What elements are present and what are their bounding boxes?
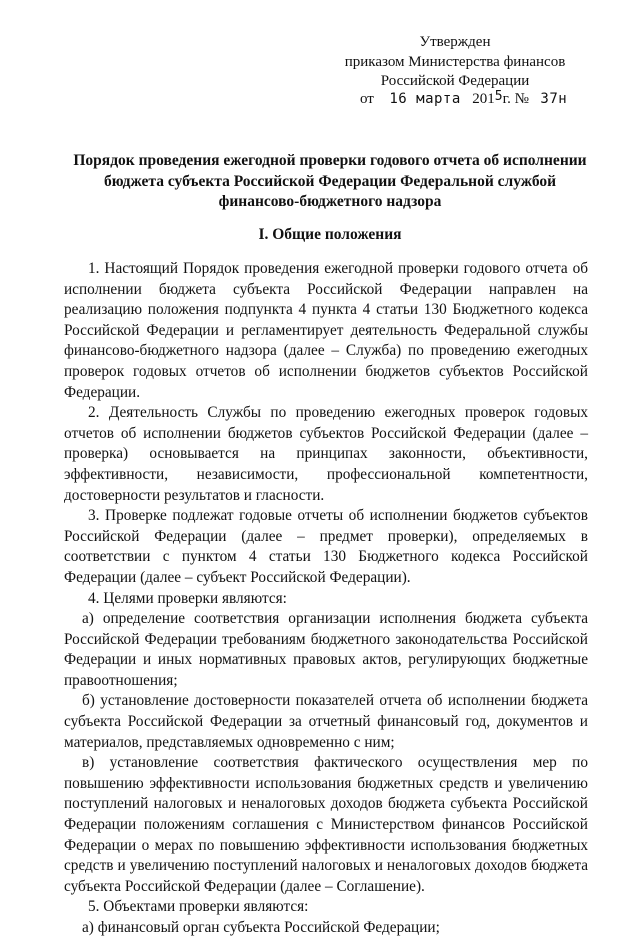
paragraph-5: 5. Объектами проверки являются: <box>88 898 309 916</box>
section-heading: I. Общие положения <box>258 226 402 243</box>
handwritten-year-digit: 5 <box>494 89 503 104</box>
approval-line-order: приказом Министерства финансов <box>344 53 566 70</box>
document-title: Порядок проведения ежегодной проверки годового отчета об исполнении бюджета субъекта Российской Федерации Федеральной службой финансово-бюджетного надзора <box>73 152 587 210</box>
paragraph-5a: а) финансовый орган субъекта Российской Федерации; <box>82 919 440 936</box>
document-body <box>64 259 588 939</box>
date-year-suffix: г. № <box>502 91 529 107</box>
approval-stamp <box>330 33 580 92</box>
paragraph-4b: б) установление достоверности показателей отчета об исполнении бюджета субъекта Российской Федерации за отчетный финансовый год, документов и материалов, представляемых одновременно с ним; <box>64 692 588 751</box>
paragraph-4a: а) определение соответствия организации исполнения бюджета субъекта Российской Федерации требованиям бюджетного законодательства Российской Федерации и иных нормативных правовых актов, регулирующих бюджетные правоотношения; <box>64 610 588 689</box>
approval-line-federation: Российской Федерации <box>380 73 530 89</box>
date-year-prefix: 201 <box>472 91 495 107</box>
paragraph-4: 4. Целями проверки являются: <box>88 589 287 607</box>
paragraph-4c: в) установление соответствия фактического осуществления мер по повышению эффективности использования бюджетных средств и увеличению поступлений налоговых и неналоговых доходов бюджета субъекта Российской Федерации положениям соглашения с Министерством финансов Российской Федерации о мерах по повышению эффективности использования бюджетных средств и увеличению поступлений налоговых и неналоговых доходов бюджета субъекта Российской Федерации (далее – Соглашение). <box>64 754 588 895</box>
paragraph-2: 2. Деятельность Службы по проведению ежегодных проверок годовых отчетов об исполнении бюджетов субъектов Российской Федерации (далее – проверка) основывается на принципах законности, объективности, эффективности, независимости, профессиональной компетентности, достоверности результатов и гласности. <box>64 404 588 504</box>
date-prefix: от <box>360 91 374 107</box>
handwritten-date: 16 марта <box>389 91 461 107</box>
approval-line-approved: Утвержден <box>419 34 491 50</box>
paragraph-3: 3. Проверке подлежат годовые отчеты об исполнении бюджетов субъектов Российской Федерации (далее – предмет проверки), определяемых в соответствии с пунктом 4 статьи 130 Бюджетного кодекса Российской Федерации (далее – субъект Российской Федерации). <box>64 507 588 586</box>
handwritten-order-number: 37н <box>540 91 568 107</box>
approval-date-line <box>360 90 600 109</box>
paragraph-1: 1. Настоящий Порядок проведения ежегодной проверки годового отчета об исполнении бюджета субъекта Российской Федерации направлен на реализацию положения подпункта 4 пункта 4 статьи 130 Бюджетного кодекса Российской Федерации и регламентирует деятельность Федеральной службы финансово-бюджетного надзора (далее – Служба) по проведению ежегодных проверок годовых отчетов об исполнении бюджетов субъектов Российской Федерации. <box>64 260 588 401</box>
